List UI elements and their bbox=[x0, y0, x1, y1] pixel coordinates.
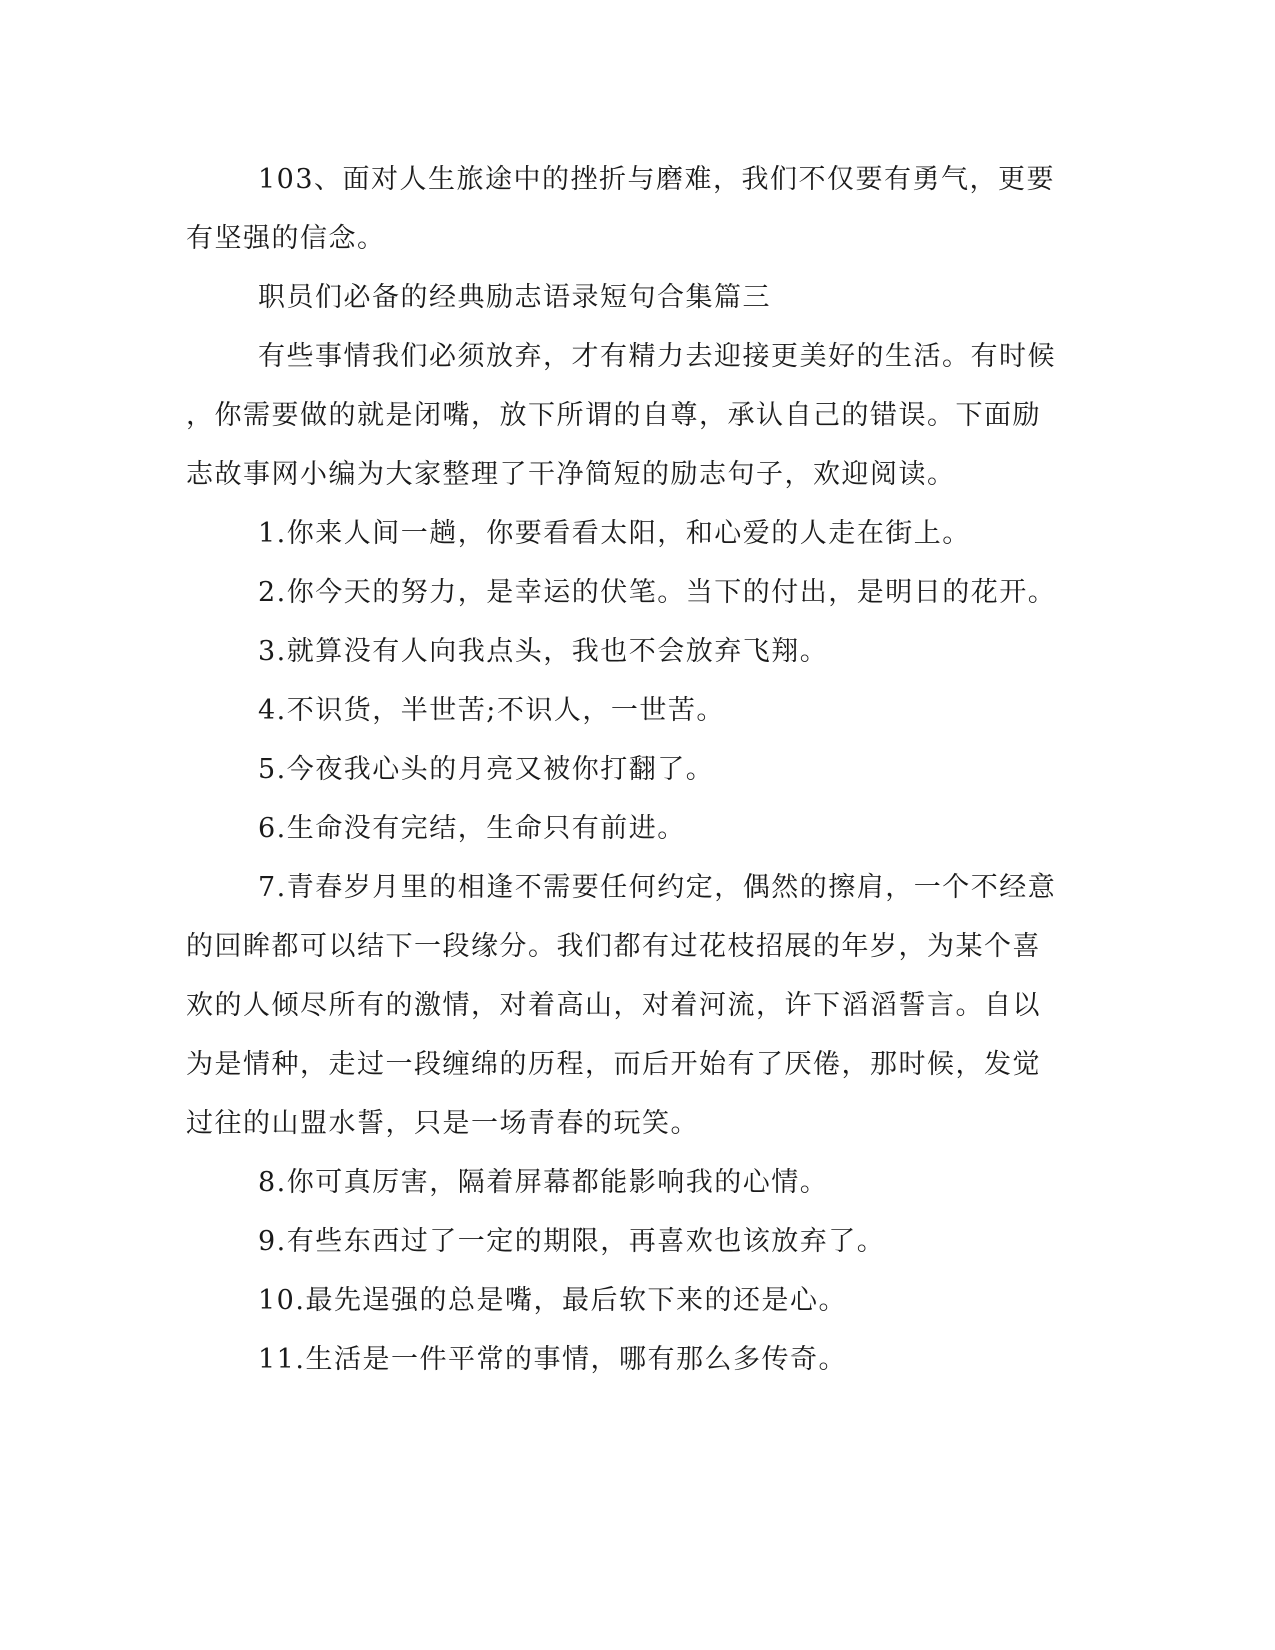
list-item: 7.青春岁月里的相逢不需要任何约定，偶然的擦肩，一个不经意 bbox=[258, 872, 1057, 903]
list-item: 3.就算没有人向我点头，我也不会放弃飞翔。 bbox=[258, 636, 829, 667]
list-item: 9.有些东西过了一定的期限，再喜欢也该放弃了。 bbox=[258, 1226, 886, 1257]
list-item: 4.不识货，半世苦;不识人，一世苦。 bbox=[258, 695, 725, 726]
text-line: 志故事网小编为大家整理了干净简短的励志句子，欢迎阅读。 bbox=[186, 459, 956, 490]
list-item: 5.今夜我心头的月亮又被你打翻了。 bbox=[258, 754, 715, 785]
text-line: 的回眸都可以结下一段缘分。我们都有过花枝招展的年岁，为某个喜 bbox=[186, 931, 1041, 962]
text-line: 有坚强的信念。 bbox=[186, 223, 386, 254]
text-line: ，你需要做的就是闭嘴，放下所谓的自尊，承认自己的错误。下面励 bbox=[186, 400, 1041, 431]
list-item: 1.你来人间一趟，你要看看太阳，和心爱的人走在街上。 bbox=[258, 518, 971, 549]
list-item: 11.生活是一件平常的事情，哪有那么多传奇。 bbox=[258, 1344, 847, 1375]
list-item: 10.最先逞强的总是嘴，最后软下来的还是心。 bbox=[258, 1285, 847, 1316]
text-line: 过往的山盟水誓，只是一场青春的玩笑。 bbox=[186, 1108, 699, 1139]
list-item: 2.你今天的努力，是幸运的伏笔。当下的付出，是明日的花开。 bbox=[258, 577, 1057, 608]
section-heading: 职员们必备的经典励志语录短句合集篇三 bbox=[258, 282, 771, 313]
list-item: 8.你可真厉害，隔着屏幕都能影响我的心情。 bbox=[258, 1167, 829, 1198]
list-item: 6.生命没有完结，生命只有前进。 bbox=[258, 813, 686, 844]
text-line: 103、面对人生旅途中的挫折与磨难，我们不仅要有勇气，更要 bbox=[258, 164, 1056, 195]
text-line: 为是情种，走过一段缠绵的历程，而后开始有了厌倦，那时候，发觉 bbox=[186, 1049, 1041, 1080]
text-line: 有些事情我们必须放弃，才有精力去迎接更美好的生活。有时候 bbox=[258, 341, 1056, 372]
text-line: 欢的人倾尽所有的激情，对着高山，对着河流，许下滔滔誓言。自以 bbox=[186, 990, 1041, 1021]
